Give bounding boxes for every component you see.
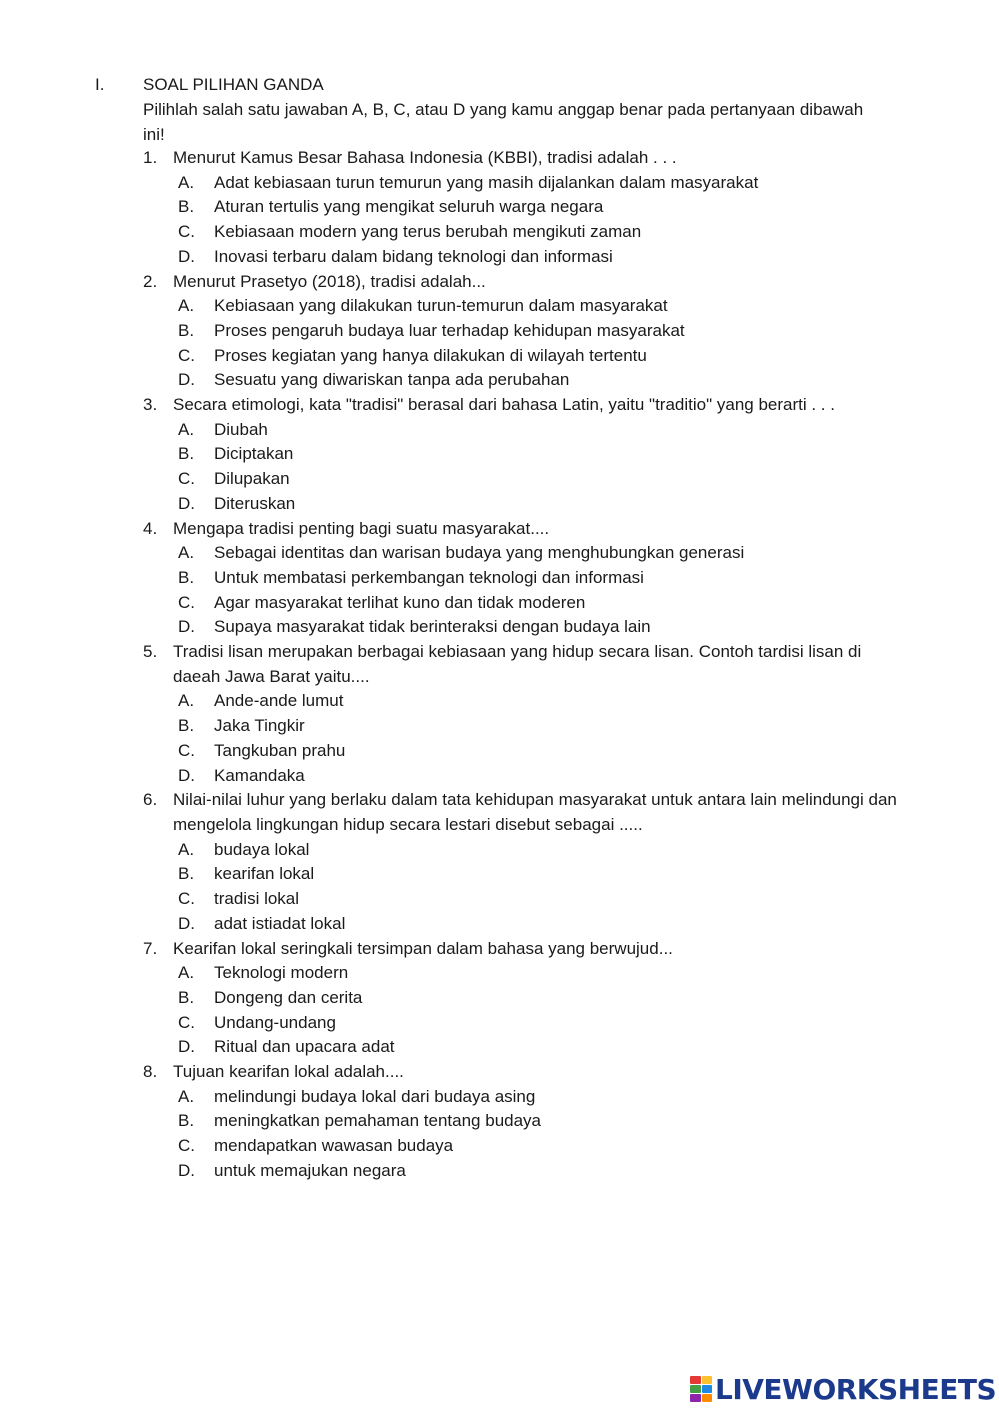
question-number: 2. — [143, 271, 158, 291]
answer-option[interactable] — [143, 961, 913, 986]
question-number: 7. — [143, 938, 158, 958]
option-letter: B. — [178, 567, 195, 587]
option-text: Inovasi terbaru dalam bidang teknologi dan informasi — [214, 246, 613, 266]
question-text: Tradisi lisan merupakan berbagai kebiasaan yang hidup secara lisan. Contoh tardisi lisan di daeah Jawa Barat yaitu.... — [173, 642, 862, 686]
option-text: Sesuatu yang diwariskan tanpa ada perubahan — [214, 370, 570, 390]
answer-option[interactable] — [143, 912, 913, 937]
option-text: Dilupakan — [214, 469, 290, 489]
question-number: 4. — [143, 518, 158, 538]
question-text: Kearifan lokal seringkali tersimpan dalam bahasa yang berwujud... — [173, 938, 673, 958]
option-letter: C. — [178, 740, 195, 760]
answer-option[interactable] — [143, 862, 913, 887]
answer-option[interactable] — [143, 368, 913, 393]
option-letter: B. — [178, 197, 195, 217]
question-1 — [143, 146, 913, 270]
option-text: tradisi lokal — [214, 889, 300, 909]
option-letter: B. — [178, 1111, 195, 1131]
question-stem — [143, 640, 913, 689]
logo-block — [702, 1394, 713, 1402]
instruction-text: Pilihlah salah satu jawaban A, B, C, atau D yang kamu anggap benar pada pertanyaan dibawah ini! — [143, 100, 864, 144]
question-number: 3. — [143, 395, 158, 415]
option-text: Dongeng dan cerita — [214, 987, 363, 1007]
option-text: Proses kegiatan yang hanya dilakukan di wilayah tertentu — [214, 345, 647, 365]
answer-option[interactable] — [143, 591, 913, 616]
option-text: Ritual dan upacara adat — [214, 1037, 395, 1057]
question-stem — [143, 788, 913, 837]
answer-option[interactable] — [143, 838, 913, 863]
option-letter: D. — [178, 617, 195, 637]
option-letter: B. — [178, 320, 195, 340]
answer-option[interactable] — [143, 220, 913, 245]
option-text: Supaya masyarakat tidak berinteraksi dengan budaya lain — [214, 617, 651, 637]
question-5 — [143, 640, 913, 788]
option-text: Untuk membatasi perkembangan teknologi dan informasi — [214, 567, 644, 587]
option-text: meningkatkan pemahaman tentang budaya — [214, 1111, 542, 1131]
answer-option[interactable] — [143, 442, 913, 467]
option-text: Diubah — [214, 419, 268, 439]
option-letter: B. — [178, 716, 195, 736]
answer-option[interactable] — [143, 171, 913, 196]
answer-option[interactable] — [143, 195, 913, 220]
question-8 — [143, 1060, 913, 1184]
option-letter: A. — [178, 543, 195, 563]
brand-name: LIVEWORKSHEETS — [715, 1372, 997, 1406]
answer-option[interactable] — [143, 1035, 913, 1060]
question-text: Secara etimologi, kata "tradisi" berasal dari bahasa Latin, yaitu "traditio" yang berarti . . . — [173, 395, 835, 415]
option-text: melindungi budaya lokal dari budaya asing — [214, 1086, 536, 1106]
question-stem — [143, 517, 913, 542]
option-text: Undang-undang — [214, 1012, 336, 1032]
question-stem — [143, 1060, 913, 1085]
answer-option[interactable] — [143, 1109, 913, 1134]
answer-option[interactable] — [143, 492, 913, 517]
option-letter: C. — [178, 889, 195, 909]
option-text: Adat kebiasaan turun temurun yang masih dijalankan dalam masyarakat — [214, 172, 759, 192]
question-number: 6. — [143, 790, 158, 810]
answer-option[interactable] — [143, 1134, 913, 1159]
option-letter: C. — [178, 345, 195, 365]
option-letter: D. — [178, 1160, 195, 1180]
answer-option[interactable] — [143, 887, 913, 912]
option-text: Diciptakan — [214, 444, 294, 464]
answer-option[interactable] — [143, 541, 913, 566]
question-text: Mengapa tradisi penting bagi suatu masyarakat.... — [173, 518, 550, 538]
option-text: Sebagai identitas dan warisan budaya yang menghubungkan generasi — [214, 543, 745, 563]
question-list — [143, 146, 913, 1184]
option-letter: A. — [178, 963, 195, 983]
option-text: Diteruskan — [214, 493, 296, 513]
question-2 — [143, 270, 913, 394]
option-text: Ande-ande lumut — [214, 691, 344, 711]
question-4 — [143, 517, 913, 641]
option-letter: A. — [178, 839, 195, 859]
option-letter: D. — [178, 765, 195, 785]
answer-option[interactable] — [143, 467, 913, 492]
answer-option[interactable] — [143, 615, 913, 640]
option-letter: D. — [178, 246, 195, 266]
option-letter: C. — [178, 222, 195, 242]
answer-option[interactable] — [143, 1085, 913, 1110]
question-3 — [143, 393, 913, 517]
question-number: 8. — [143, 1062, 158, 1082]
logo-block — [702, 1385, 713, 1393]
question-text: Tujuan kearifan lokal adalah.... — [173, 1062, 404, 1082]
logo-block — [702, 1376, 713, 1384]
logo-block — [690, 1385, 701, 1393]
answer-option[interactable] — [143, 294, 913, 319]
option-text: Kamandaka — [214, 765, 305, 785]
question-stem — [143, 937, 913, 962]
question-stem — [143, 270, 913, 295]
option-text: Tangkuban prahu — [214, 740, 346, 760]
option-text: Jaka Tingkir — [214, 716, 305, 736]
answer-option[interactable] — [143, 714, 913, 739]
section-title: SOAL PILIHAN GANDA — [143, 75, 324, 94]
question-stem — [143, 146, 913, 171]
liveworksheets-brand — [690, 1372, 996, 1406]
answer-option[interactable] — [143, 344, 913, 369]
logo-block — [690, 1394, 701, 1402]
answer-option[interactable] — [143, 566, 913, 591]
option-letter: A. — [178, 1086, 195, 1106]
question-7 — [143, 937, 913, 1061]
option-letter: C. — [178, 469, 195, 489]
option-text: budaya lokal — [214, 839, 310, 859]
answer-option[interactable] — [143, 739, 913, 764]
option-letter: B. — [178, 444, 195, 464]
option-letter: D. — [178, 1037, 195, 1057]
option-text: Proses pengaruh budaya luar terhadap kehidupan masyarakat — [214, 320, 685, 340]
answer-option[interactable] — [143, 319, 913, 344]
question-number: 5. — [143, 642, 158, 662]
question-text: Nilai-nilai luhur yang berlaku dalam tata kehidupan masyarakat untuk antara lain melindungi dan mengelola lingkungan hidup secara lestari disebut sebagai ..... — [173, 790, 897, 834]
option-text: adat istiadat lokal — [214, 913, 346, 933]
option-text: untuk memajukan negara — [214, 1160, 406, 1180]
answer-option[interactable] — [143, 764, 913, 789]
option-letter: A. — [178, 296, 195, 316]
answer-option[interactable] — [143, 689, 913, 714]
option-letter: C. — [178, 592, 195, 612]
option-letter: A. — [178, 691, 195, 711]
answer-option[interactable] — [143, 418, 913, 443]
question-text: Menurut Prasetyo (2018), tradisi adalah... — [173, 271, 486, 291]
answer-option[interactable] — [143, 1011, 913, 1036]
option-letter: C. — [178, 1012, 195, 1032]
option-letter: A. — [178, 172, 195, 192]
option-text: Kebiasaan modern yang terus berubah mengikuti zaman — [214, 222, 642, 242]
option-letter: B. — [178, 864, 195, 884]
option-letter: D. — [178, 913, 195, 933]
option-text: Kebiasaan yang dilakukan turun-temurun dalam masyarakat — [214, 296, 668, 316]
answer-option[interactable] — [143, 245, 913, 270]
option-text: Aturan tertulis yang mengikat seluruh warga negara — [214, 197, 604, 217]
option-text: Teknologi modern — [214, 963, 349, 983]
question-number: 1. — [143, 148, 158, 167]
section-number: I. — [95, 75, 105, 94]
option-letter: D. — [178, 493, 195, 513]
liveworksheets-logo-icon — [690, 1376, 712, 1402]
option-letter: D. — [178, 370, 195, 390]
logo-block — [690, 1376, 701, 1384]
option-text: mendapatkan wawasan budaya — [214, 1136, 454, 1156]
answer-option[interactable] — [143, 1159, 913, 1184]
question-text: Menurut Kamus Besar Bahasa Indonesia (KBBI), tradisi adalah . . . — [173, 148, 677, 167]
option-letter: B. — [178, 987, 195, 1007]
option-text: Agar masyarakat terlihat kuno dan tidak moderen — [214, 592, 586, 612]
question-6 — [143, 788, 913, 936]
question-stem — [143, 393, 913, 418]
option-letter: C. — [178, 1136, 195, 1156]
option-text: kearifan lokal — [214, 864, 315, 884]
option-letter: A. — [178, 419, 195, 439]
answer-option[interactable] — [143, 986, 913, 1011]
